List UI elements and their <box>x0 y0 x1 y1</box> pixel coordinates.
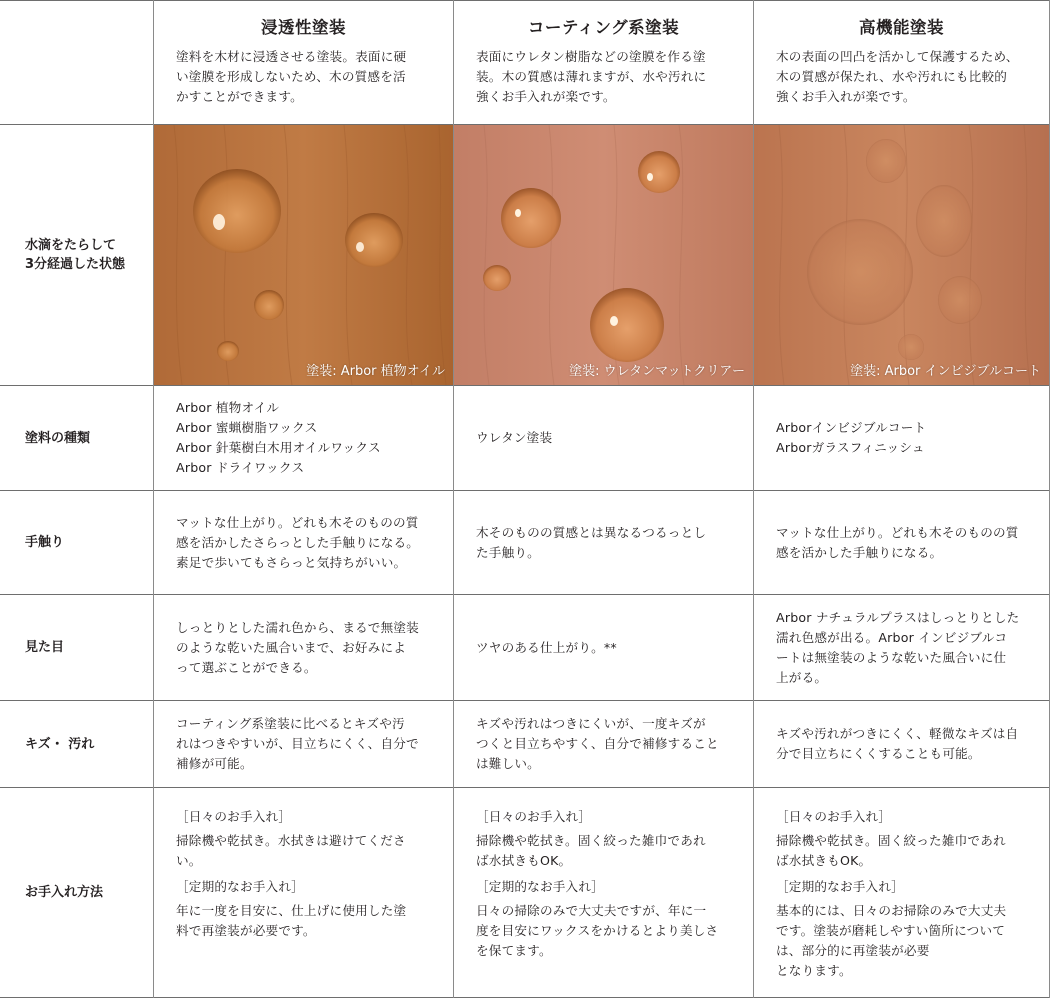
paint-type-col-2 <box>476 386 746 490</box>
wood-sample-image <box>454 125 753 385</box>
cell-text: しっとりとした濡れ色から、まるで無塗装 のような乾いた風合いまで、お好みによ って選ぶことができる。 <box>176 619 419 675</box>
cell-text: マットな仕上がり。どれも木そのものの質 感を活かしたさらっとした手触りになる。 素足で歩いてもさらっと気持ちがいい。 <box>176 514 420 570</box>
wood-sample-image <box>754 125 1049 385</box>
row-label-text: 見た目 <box>25 640 65 655</box>
wood-photo-urethane <box>454 125 753 385</box>
care-daily-heading: ［日々のお手入れ］ <box>776 809 892 824</box>
care-daily-heading: ［日々のお手入れ］ <box>176 809 292 824</box>
header-col-2 <box>454 14 753 107</box>
scratch-col-3 <box>776 701 1046 787</box>
row-label-text: お手入れ方法 <box>25 885 104 900</box>
care-daily-text: 掃除機や乾拭き。固く絞った雑巾であれ ば水拭きもOK。 <box>476 833 706 868</box>
row-label-look <box>0 595 153 700</box>
care-col-3 <box>776 807 1046 985</box>
scratch-col-1 <box>176 701 446 787</box>
cell-text: ツヤのある仕上がり。** <box>476 639 617 655</box>
touch-col-3 <box>776 491 1046 594</box>
header-col-3 <box>754 14 1049 107</box>
care-periodic-heading: ［定期的なお手入れ］ <box>476 879 604 894</box>
row-label-text: 手触り <box>25 535 65 550</box>
care-periodic-heading: ［定期的なお手入れ］ <box>776 879 904 894</box>
cell-text: Arbor 植物オイル Arbor 蜜蝋樹脂ワックス Arbor 針葉樹白木用オイルワックス Arbor ドライワックス <box>176 400 381 475</box>
table-rule <box>0 787 1050 788</box>
header-title: 高機能塗装 <box>859 18 944 37</box>
photo-caption: 塗装: Arbor インビジブルコート <box>850 364 1041 379</box>
table-rule <box>0 0 1050 1</box>
header-title: 浸透性塗装 <box>261 18 346 37</box>
row-label-paint-type <box>0 386 153 490</box>
care-daily-heading: ［日々のお手入れ］ <box>476 809 592 824</box>
table-rule <box>0 997 1050 998</box>
care-periodic-text: 日々の掃除のみで大丈夫ですが、年に一 度を目安にワックスをかけるとより美しさ を保てます。 <box>476 903 719 958</box>
header-title: コーティング系塗装 <box>527 18 680 37</box>
wood-photo-invisible-coat <box>754 125 1049 385</box>
header-description: 木の表面の凹凸を活かして保護するため、 木の質感が保たれ、水や汚れにも比較的 強くお手入れが楽です。 <box>776 49 1019 104</box>
header-col-1 <box>154 14 453 107</box>
cell-text: Arbor ナチュラルプラスはしっとりとした 濡れ色感が出る。Arbor インビジブルコ ートは無塗装のような乾いた風合いに仕 上がる。 <box>776 609 1020 685</box>
row-label-text: 塗料の種類 <box>25 430 91 446</box>
care-daily-text: 掃除機や乾拭き。固く絞った雑巾であれ ば水拭きもOK。 <box>776 833 1006 868</box>
row-label-text: 水滴をたらして 3分経過した状態 <box>25 238 126 272</box>
look-col-1 <box>176 595 446 700</box>
cell-text: ウレタン塗装 <box>476 430 553 445</box>
look-col-3 <box>776 595 1046 700</box>
paint-type-col-1 <box>176 386 446 490</box>
cell-text: Arborインビジブルコート Arborガラスフィニッシュ <box>776 420 927 455</box>
scratch-col-2 <box>476 701 746 787</box>
cell-text: キズや汚れはつきにくいが、一度キズが つくと目立ちやすく、自分で補修すること は難しい。 <box>476 716 719 771</box>
touch-col-1 <box>176 491 446 594</box>
row-label-care <box>0 788 153 997</box>
row-label-scratch <box>0 701 153 787</box>
column-rule <box>1049 0 1050 998</box>
touch-col-2 <box>476 491 746 594</box>
care-periodic-text: 年に一度を目安に、仕上げに使用した塗 料で再塗装が必要です。 <box>176 903 407 938</box>
row-label-text: キズ・ 汚れ <box>25 736 95 752</box>
wood-photo-oil <box>154 125 453 385</box>
care-periodic-text: 基本的には、日々のお掃除のみで大丈夫 です。塗装が磨耗しやすい箇所について は、部分的に再塗装が必要 となります。 <box>776 903 1007 978</box>
photo-caption: 塗装: Arbor 植物オイル <box>306 364 445 379</box>
cell-text: キズや汚れがつきにくく、軽微なキズは自 分で目立ちにくくすることも可能。 <box>776 726 1019 761</box>
cell-text: マットな仕上がり。どれも木そのものの質 感を活かした手触りになる。 <box>776 524 1019 560</box>
photo-caption: 塗装: ウレタンマットクリアー <box>569 364 745 379</box>
row-label-water-test <box>0 125 153 385</box>
care-daily-text: 掃除機や乾拭き。水拭きは避けてくださ い。 <box>176 833 406 868</box>
care-periodic-heading: ［定期的なお手入れ］ <box>176 879 304 894</box>
look-col-2 <box>476 595 746 700</box>
care-col-1 <box>176 807 446 945</box>
header-description: 塗料を木材に浸透させる塗装。表面に硬 い塗膜を形成しないため、木の質感を活 かすことができます。 <box>176 49 407 104</box>
paint-type-col-3 <box>776 386 1046 490</box>
cell-text: 木そのものの質感とは異なるつるっとし た手触り。 <box>476 524 707 560</box>
care-col-2 <box>476 807 746 965</box>
header-description: 表面にウレタン樹脂などの塗膜を作る塗 装。木の質感は薄れますが、水や汚れに 強くお手入れが楽です。 <box>476 49 707 104</box>
row-label-touch <box>0 491 153 594</box>
wood-sample-image <box>154 125 453 385</box>
cell-text: コーティング系塗装に比べるとキズや汚 れはつきやすいが、目立ちにくく、自分で 補修が可能。 <box>176 716 419 771</box>
